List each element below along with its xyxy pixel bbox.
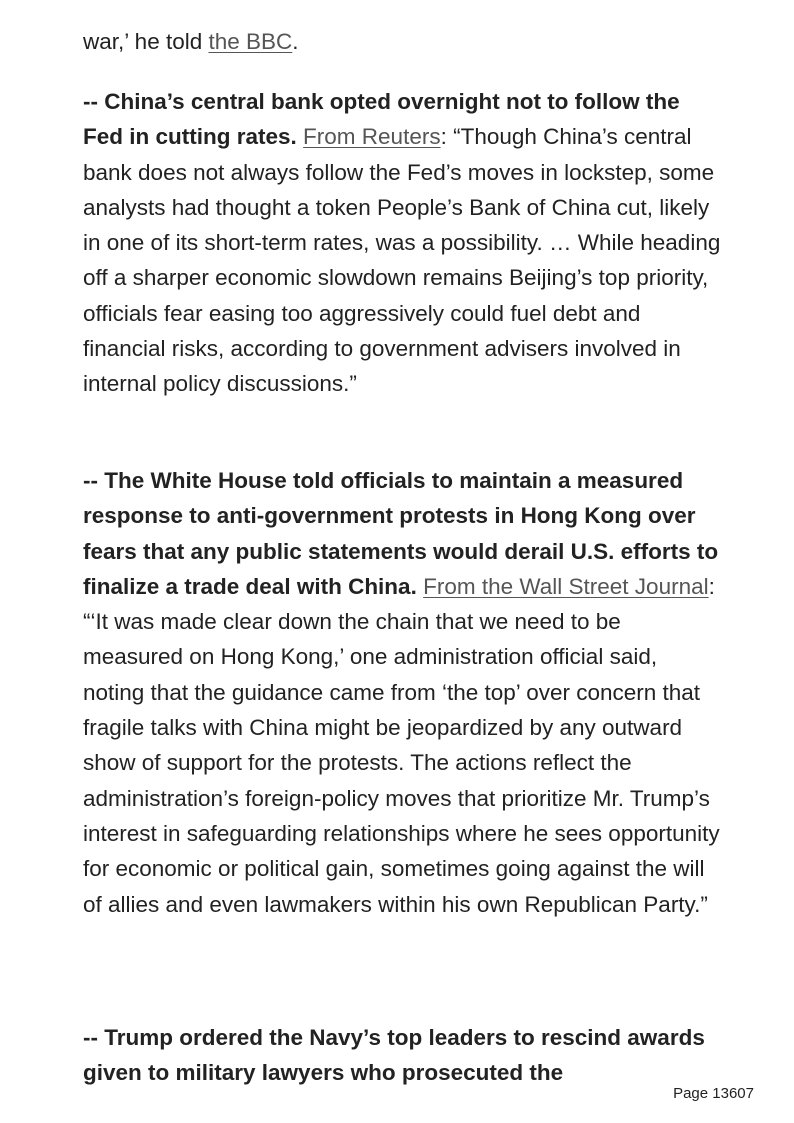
fragment-end: .	[292, 29, 299, 54]
fragment-text: war,’ he told	[83, 29, 209, 54]
news-item-quote: : “Though China’s central bank does not always follow the Fed’s moves in lockstep, some analysts had thought a token People’s Bank of China cut, likely in one of its short-term rates, was a possibility. … While heading off a sharper economic slowdown remains Beijing’s top priority, officials fear easing too aggressively could fuel debt and financial risks, according to government advisers involved in internal policy discussions.”	[83, 124, 721, 397]
bbc-link[interactable]: the BBC	[208, 29, 293, 54]
wsj-link[interactable]: From the Wall Street Journal	[423, 573, 709, 599]
news-item-white-house-hong-kong	[83, 463, 723, 922]
news-item-navy-awards	[83, 1020, 723, 1091]
news-item-headline: -- The White House told officials to maintain a measured response to anti-government protests in Hong Kong over fears that any public statements would derail U.S. efforts to finalize a trade deal with China.	[83, 468, 719, 599]
news-item-headline: -- Trump ordered the Navy’s top leaders to rescind awards given to military lawyers who prosecuted the	[83, 1025, 705, 1086]
reuters-link[interactable]: From Reuters	[303, 124, 441, 150]
page-number: Page 13607	[673, 1085, 754, 1102]
news-item-china-central-bank	[83, 84, 723, 402]
news-item-headline: -- China’s central bank opted overnight not to follow the Fed in cutting rates.	[83, 89, 680, 150]
news-item-quote: : “‘It was made clear down the chain that we need to be measured on Hong Kong,’ one administration official said, noting that the guidance came from ‘the top’ over concern that fragile talks with China might be jeopardized by any outward show of support for the protests. The actions reflect the administration’s foreign-policy moves that prioritize Mr. Trump’s interest in safeguarding relationships where he sees opportunity for economic or political gain, sometimes going against the will of allies and even lawmakers within his own Republican Party.”	[83, 573, 720, 917]
continued-paragraph-fragment	[83, 24, 299, 59]
